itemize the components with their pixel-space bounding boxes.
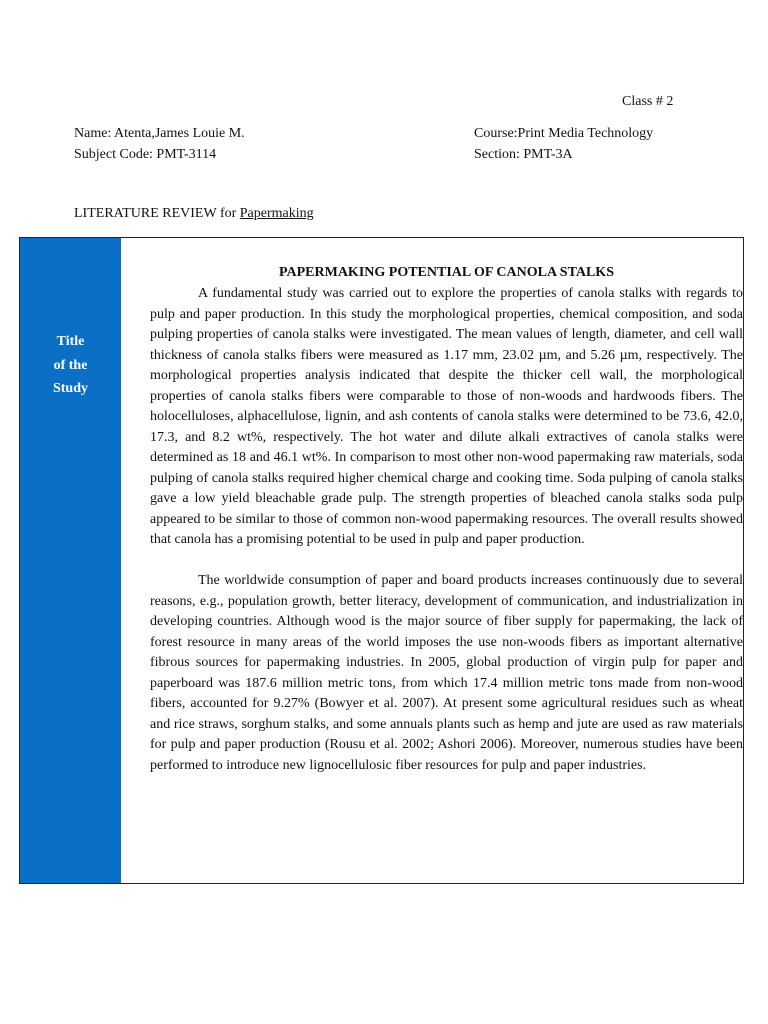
section: Section: PMT-3A (474, 147, 573, 162)
study-content (121, 238, 743, 883)
course-info (474, 123, 653, 165)
heading-prefix: LITERATURE REVIEW for (74, 206, 240, 221)
literature-review-heading (74, 206, 314, 222)
course: Course:Print Media Technology (474, 126, 654, 141)
heading-topic: Papermaking (239, 206, 314, 221)
class-number: Class # 2 (622, 94, 674, 109)
subject-code: Subject Code: PMT-3114 (74, 147, 217, 162)
review-table (19, 237, 744, 884)
introduction-paragraph: The worldwide consumption of paper and board products increases continuously due to several reasons, e.g., population growth, better literacy, development of communication, and industrialization in developing countries. Although wood is the major source of fiber supply for papermaking, the lack of forest resource in many areas of the world imposes the use non-woods fibers as important alternative fibrous sources for papermaking industries. In 2005, global production of virgin pulp for paper and paperboard was 187.6 million metric tons, from which 17.4 million metric tons made from non-wood fibers, accounted for 9.27% (Bowyer et al. 2007). At present some agricultural residues such as wheat and rice straws, sorghum stalks, and some annuals plants such as hemp and jute are used as raw materials for pulp and paper production (Rousu et al. 2002; Ashori 2006). Moreover, numerous studies have been performed to introduce new lignocellulosic fiber resources for pulp and paper industries. (150, 573, 743, 773)
student-name: Name: Atenta,James Louie M. (74, 126, 245, 141)
side-label-line: Study (52, 381, 89, 396)
student-info (74, 123, 245, 165)
abstract-paragraph: A fundamental study was carried out to explore the properties of canola stalks with regards to pulp and paper production. In this study the morphological properties, chemical composition, and soda pulping properties of canola stalks were investigated. The mean values of length, diameter, and cell wall thickness of canola stalks fibers were measured as 1.17 mm, 23.02 µm, and 5.26 µm, respectively. The morphological properties analysis indicated that despite the thicker cell wall, the morphological properties of canola stalks fibers were comparable to those of non-woods and hardwoods fibers. The holocelluloses, alphacellulose, lignin, and ash contents of canola stalks were determined to be 73.6, 42.0, 17.3, and 8.2 wt%, respectively. The hot water and dilute alkali extractives of canola stalks were determined as 18 and 46.1 wt%. In comparison to most other non-wood papermaking raw materials, soda pulping of canola stalks required higher chemical charge and cooking time. Soda pulping of canola stalks gave a low yield bleachable grade pulp. The strength properties of bleached canola stalks soda pulp appeared to be similar to those of common non-wood papermaking resources. The overall results showed that canola has a promising potential to be used in pulp and paper production. (150, 286, 743, 547)
side-label-line: Title (56, 334, 85, 349)
title-of-study-label (20, 238, 121, 883)
study-title: PAPERMAKING POTENTIAL OF CANOLA STALKS (278, 265, 614, 280)
side-label-line: of the (53, 357, 88, 373)
